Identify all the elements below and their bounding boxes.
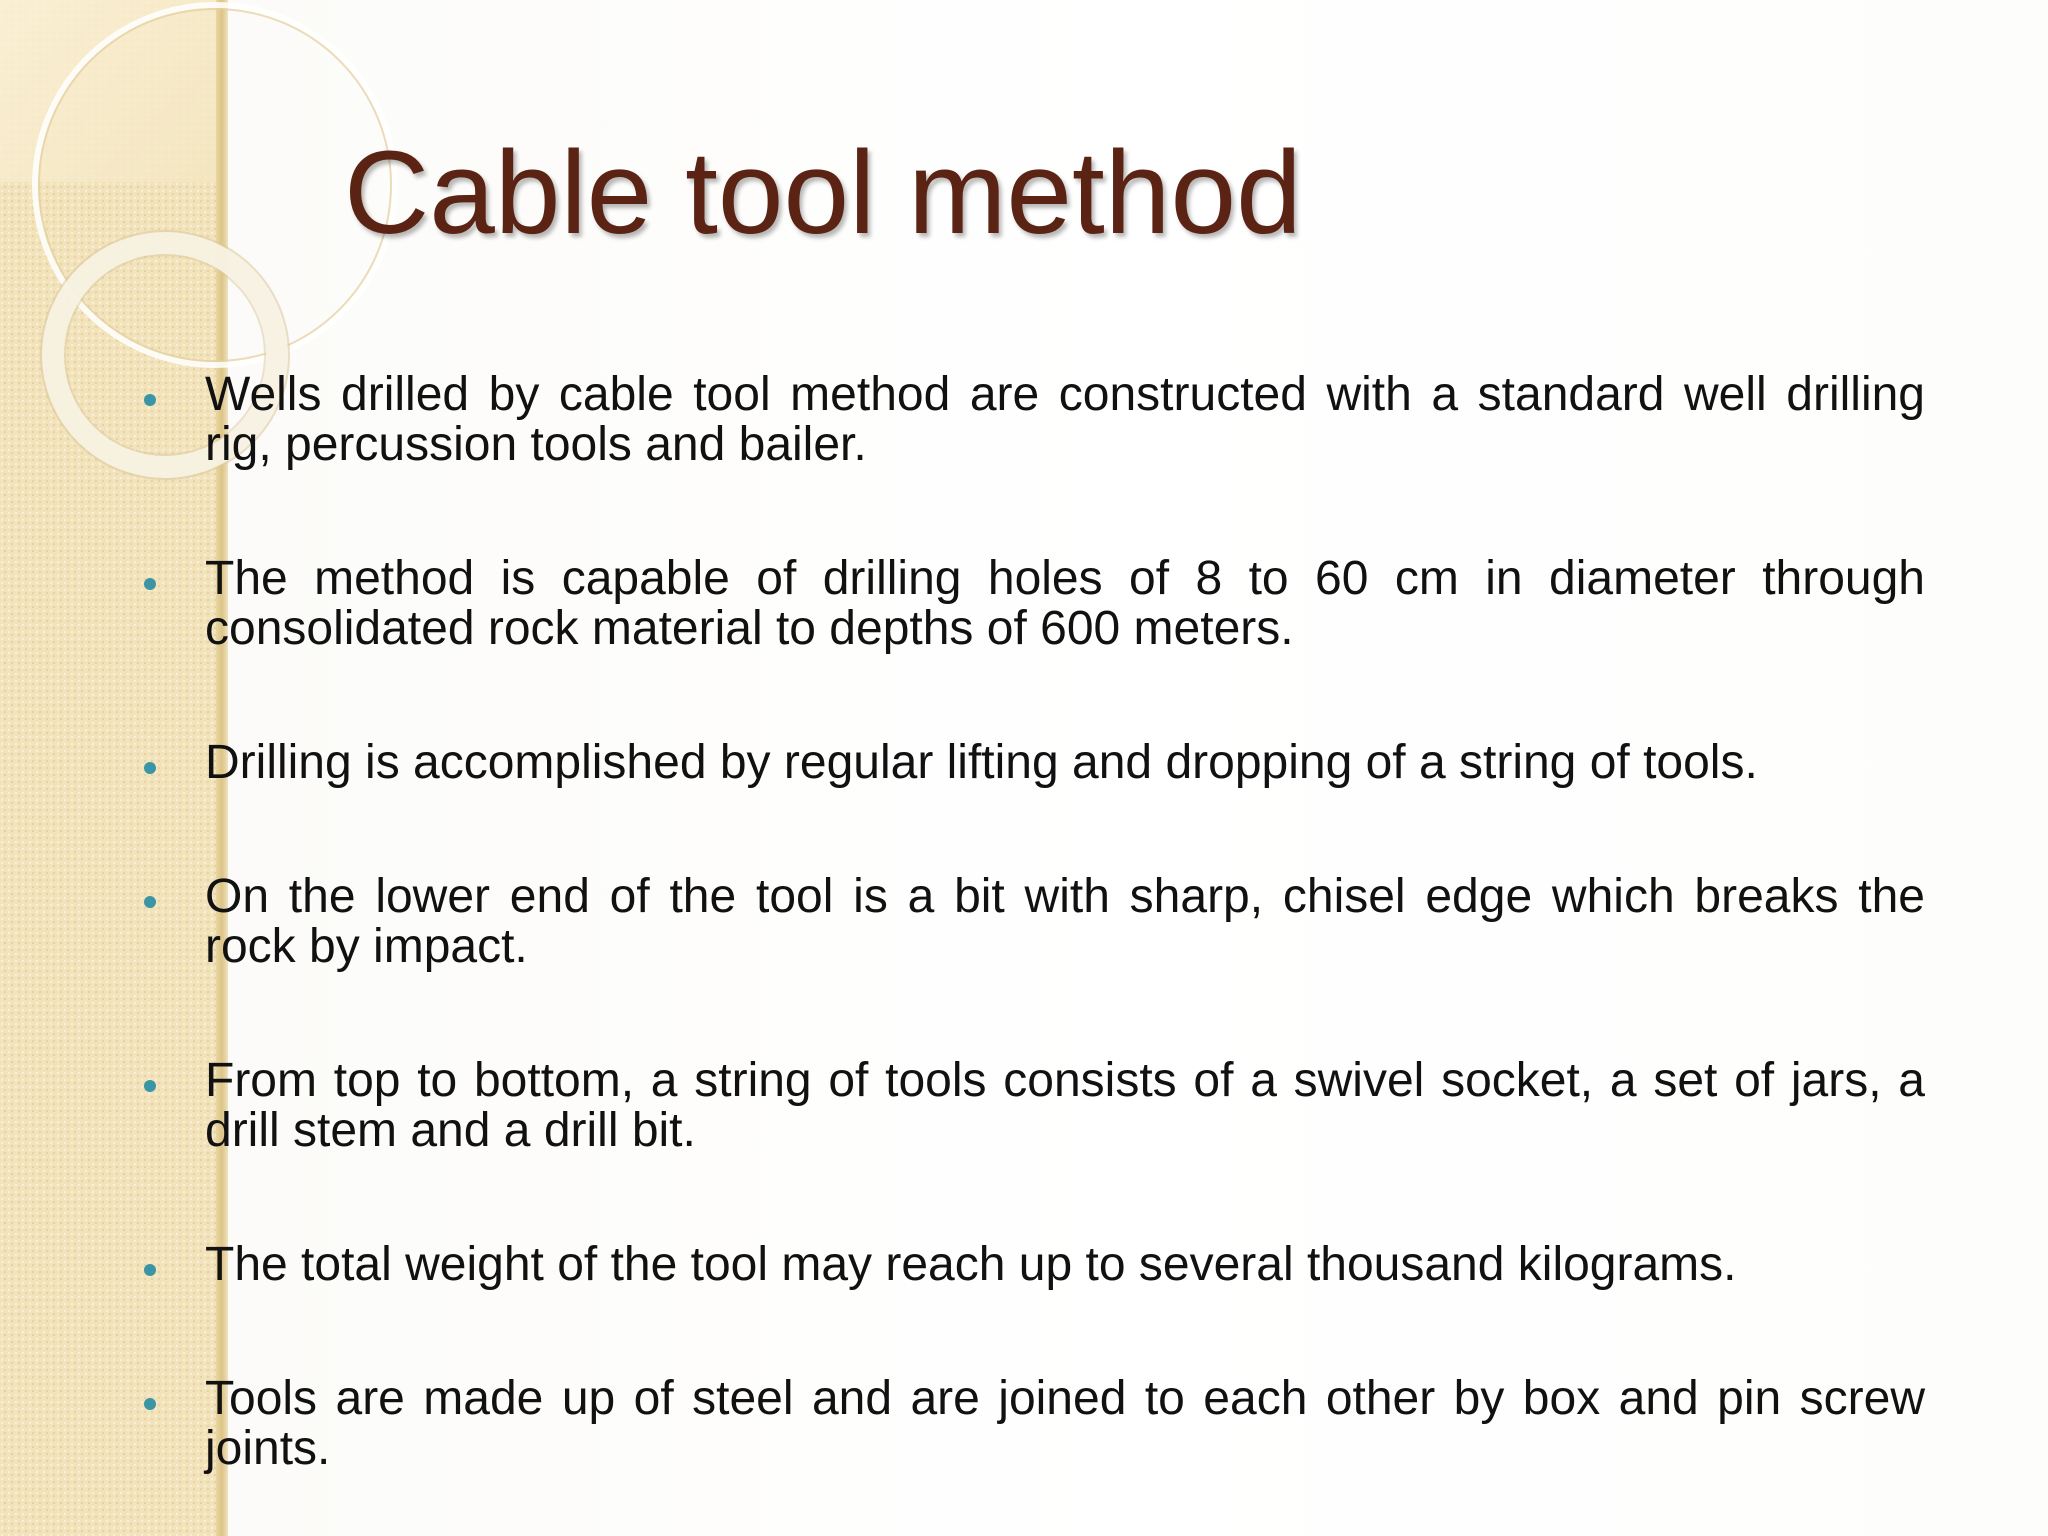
bullet-text: Wells drilled by cable tool method are constructed with a standard well drilling rig, percussion tools and bailer.: [205, 368, 1925, 471]
bullet-item: [140, 1374, 1925, 1474]
bullet-item: [140, 738, 1925, 788]
bullet-marker: [144, 1080, 156, 1092]
bullet-marker: [144, 1398, 156, 1410]
bullet-text: On the lower end of the tool is a bit with sharp, chisel edge which breaks the rock by impact.: [205, 870, 1925, 973]
bullet-marker: [144, 578, 156, 590]
bullet-text: Drilling is accomplished by regular lifting and dropping of a string of tools.: [205, 736, 1758, 789]
bullet-item: [140, 1056, 1925, 1156]
bullet-item: [140, 554, 1925, 654]
bullet-text: The method is capable of drilling holes of 8 to 60 cm in diameter through consolidated rock material to depths of 600 meters.: [205, 552, 1925, 655]
bullet-item: [140, 1240, 1925, 1290]
bullet-text: Tools are made up of steel and are joined to each other by box and pin screw joints.: [205, 1372, 1925, 1475]
bullet-text: From top to bottom, a string of tools consists of a swivel socket, a set of jars, a drill stem and a drill bit.: [205, 1054, 1925, 1157]
bullet-list: [140, 370, 1925, 1536]
bullet-marker: [144, 896, 156, 908]
large-ring: [35, 5, 395, 365]
bullet-marker: [144, 1264, 156, 1276]
bullet-text: The total weight of the tool may reach up to several thousand kilograms.: [205, 1238, 1737, 1291]
large-ring-shadow: [39, 9, 391, 361]
bullet-item: [140, 370, 1925, 470]
bullet-marker: [144, 762, 156, 774]
bullet-marker: [144, 394, 156, 406]
bullet-item: [140, 872, 1925, 972]
slide-title: Cable tool method: [344, 127, 1302, 259]
